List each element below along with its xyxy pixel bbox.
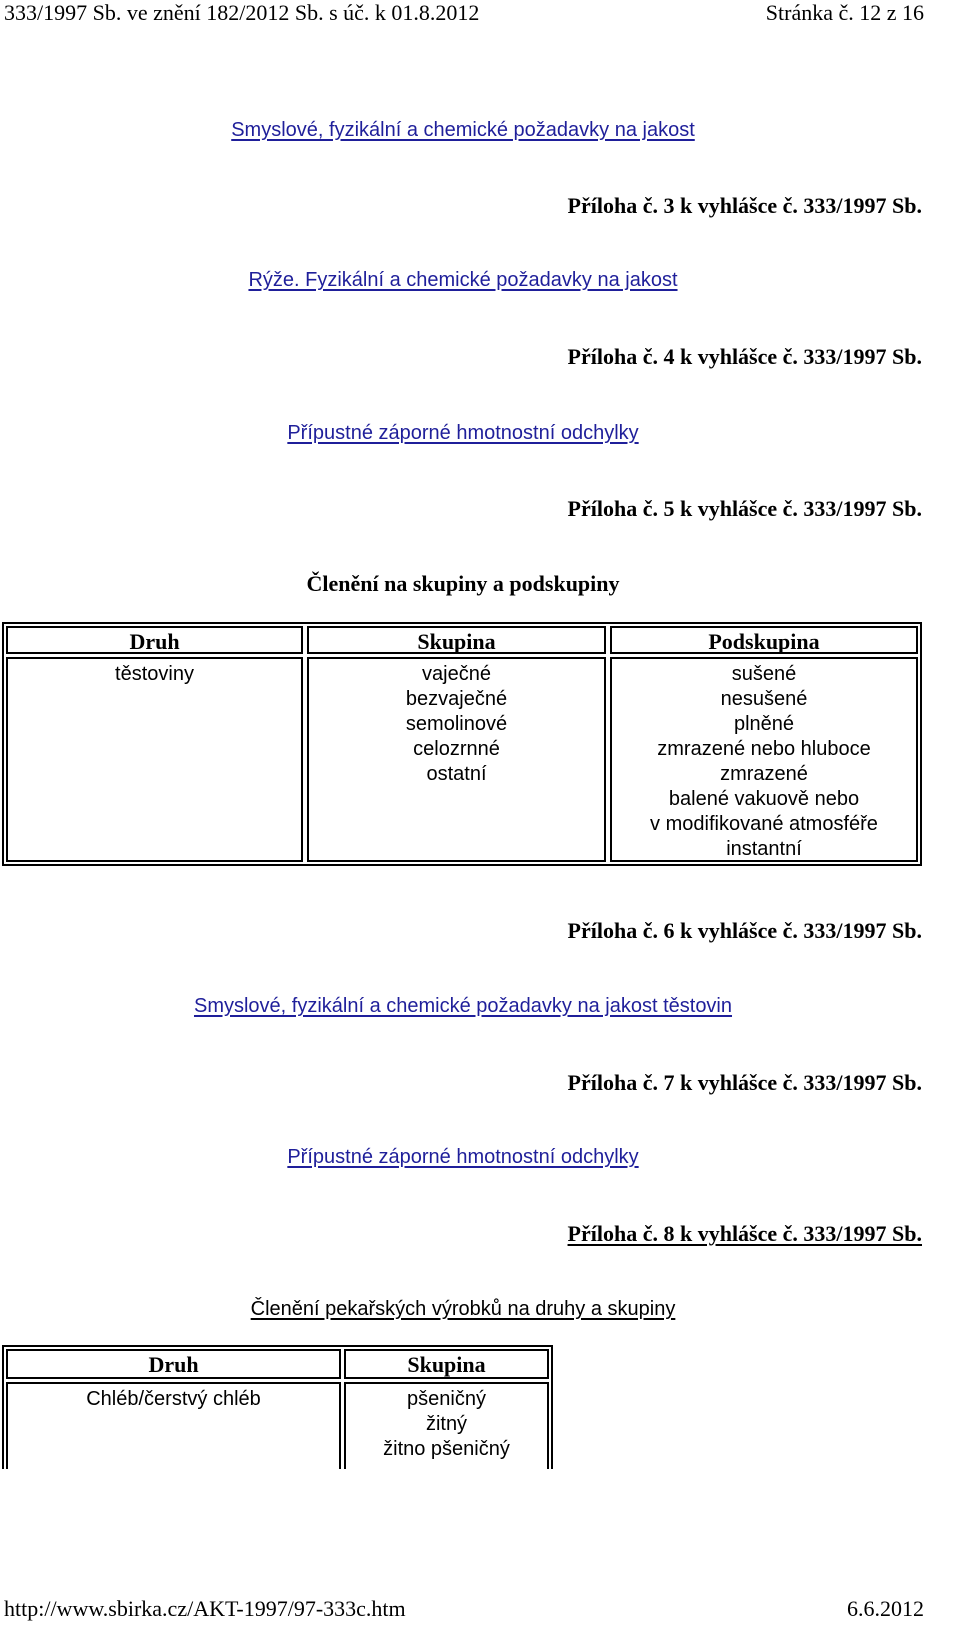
table-header-skupina: Skupina [344, 1349, 549, 1379]
table-cell-podskupina [610, 657, 918, 862]
section-title-bakery[interactable]: Členění pekařských výrobků na druhy a skupiny [250, 1298, 676, 1320]
druh-value: Chléb/čerstvý chléb [86, 1388, 261, 1410]
skupina-item: celozrnné [413, 738, 500, 760]
link-rice-requirements[interactable]: Rýže. Fyzikální a chemické požadavky na jakost [248, 269, 678, 291]
section-title-groups: Členění na skupiny a podskupiny [306, 571, 620, 596]
print-date: 6.6.2012 [847, 1596, 924, 1621]
page-header-title: 333/1997 Sb. ve znění 182/2012 Sb. s úč. k 01.8.2012 [4, 0, 480, 25]
link-weight-deviations-2[interactable]: Přípustné záporné hmotnostní odchylky [287, 1146, 639, 1168]
annex-5-heading: Příloha č. 5 k vyhlášce č. 333/1997 Sb. [567, 496, 922, 521]
table-header-druh: Druh [6, 1349, 341, 1379]
skupina-item: vaječné [422, 663, 491, 685]
annex-8-link[interactable]: Příloha č. 8 k vyhlášce č. 333/1997 Sb. [567, 1221, 922, 1246]
annex-7-heading: Příloha č. 7 k vyhlášce č. 333/1997 Sb. [567, 1070, 922, 1095]
annex-3-heading: Příloha č. 3 k vyhlášce č. 333/1997 Sb. [567, 193, 922, 218]
annex-8-heading[interactable] [568, 1221, 922, 1247]
podskupina-item: instantní [726, 838, 802, 860]
table-cell-druh [6, 1382, 341, 1469]
podskupina-item: v modifikované atmosféře [650, 813, 878, 835]
skupina-item: semolinové [405, 713, 508, 735]
link-pasta-requirements[interactable]: Smyslové, fyzikální a chemické požadavky na jakost těstovin [193, 995, 733, 1017]
podskupina-item: balené vakuově nebo [668, 788, 860, 810]
skupina-item: ostatní [426, 763, 487, 785]
page-number: Stránka č. 12 z 16 [765, 0, 924, 25]
skupina-item: bezvaječné [405, 688, 508, 710]
druh-value: těstoviny [115, 663, 194, 685]
annex-4-heading: Příloha č. 4 k vyhlášce č. 333/1997 Sb. [567, 344, 922, 369]
page-url: http://www.sbirka.cz/AKT-1997/97-333c.htm [4, 1596, 406, 1621]
podskupina-item: nesušené [720, 688, 808, 710]
skupina-item: pšeničný [407, 1388, 486, 1410]
skupina-item: žitný [425, 1413, 468, 1435]
podskupina-item: sušené [731, 663, 797, 685]
skupina-item: žitno pšeničný [383, 1438, 510, 1460]
table-header-skupina: Skupina [307, 626, 606, 654]
podskupina-item: zmrazené [720, 763, 808, 785]
link-weight-deviations[interactable]: Přípustné záporné hmotnostní odchylky [287, 422, 639, 444]
table-cell-druh [6, 657, 303, 862]
link-sensory-requirements[interactable]: Smyslové, fyzikální a chemické požadavky na jakost [231, 119, 695, 141]
table-header-druh: Druh [6, 626, 303, 654]
table-cell-skupina [344, 1382, 549, 1469]
table-header-podskupina: Podskupina [610, 626, 918, 654]
podskupina-item: plněné [733, 713, 795, 735]
table-cell-skupina [307, 657, 606, 862]
podskupina-item: zmrazené nebo hluboce [657, 738, 871, 760]
annex-6-heading: Příloha č. 6 k vyhlášce č. 333/1997 Sb. [567, 918, 922, 943]
